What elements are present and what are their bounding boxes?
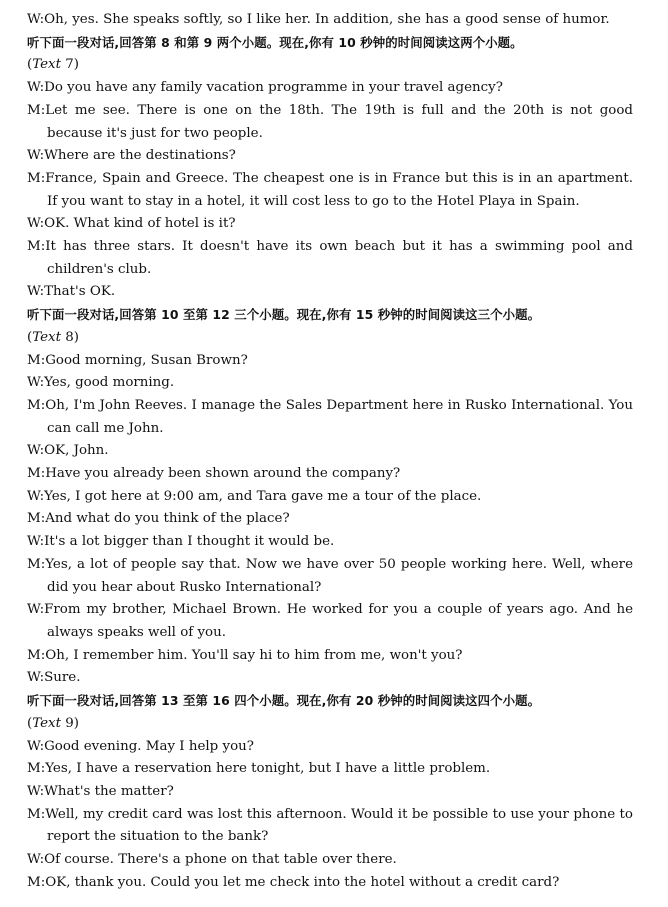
text-label-open: (: [27, 329, 33, 345]
dialogue-line: W:Of course. There's a phone on that table over there.: [27, 852, 397, 868]
text-label-word: Text: [32, 329, 61, 345]
dialogue-line: W:Yes, good morning.: [27, 375, 175, 391]
dialogue-line: W:Yes, I got here at 9:00 am, and Tara gave me a tour of the place.: [27, 488, 482, 504]
dialogue-line: W:Sure.: [27, 670, 81, 686]
dialogue-line: W:Where are the destinations?: [27, 148, 236, 164]
text-label-open: (: [27, 715, 33, 731]
dialogue-line: W:OK, John.: [27, 443, 109, 459]
section-instruction: 听下面一段对话,回答第 8 和第 9 两个小题。现在,你有 10 秒钟的时间阅读这两个小题。: [27, 34, 523, 50]
dialogue-line: W:That's OK.: [27, 284, 116, 300]
dialogue-line: M:Oh, I'm John Reeves. I manage the Sales Department here in Rusko International. You can call me John.: [27, 397, 633, 436]
dialogue-line: M:Well, my credit card was lost this afternoon. Would it be possible to use your phone to report the situation to the bank?: [27, 806, 633, 845]
dialogue-line: W:What's the matter?: [27, 783, 174, 799]
dialogue-line: M:Good morning, Susan Brown?: [27, 352, 248, 368]
dialogue-line: M:Let me see. There is one on the 18th. The 19th is full and the 20th is not good because it's just for two people.: [27, 102, 633, 141]
dialogue-line: W:It's a lot bigger than I thought it would be.: [27, 534, 335, 550]
dialogue-line: W:From my brother, Michael Brown. He worked for you a couple of years ago. And he always speaks well of you.: [27, 602, 633, 640]
dialogue-line: M:France, Spain and Greece. The cheapest one is in France but this is in an apartment. If you want to stay in a hotel, it will cost less to go to the Hotel Playa in Spain.: [27, 170, 633, 209]
section-instruction: 听下面一段对话,回答第 13 至第 16 四个小题。现在,你有 20 秒钟的时间阅读这四个小题。: [27, 693, 541, 709]
dialogue-line: M:Yes, I have a reservation here tonight, but I have a little problem.: [27, 761, 491, 777]
dialogue-line: M:Yes, a lot of people say that. Now we have over 50 people working here. Well, where did you hear about Rusko International?: [27, 556, 633, 595]
dialogue-line: M:OK, thank you. Could you let me check into the hotel without a credit card?: [27, 874, 560, 890]
dialogue-line: M:It has three stars. It doesn't have its own beach but it has a swimming pool and children's club.: [27, 239, 633, 277]
section-instruction: 听下面一段对话,回答第 10 至第 12 三个小题。现在,你有 15 秒钟的时间阅读这三个小题。: [27, 307, 541, 323]
dialogue-line: M:Oh, I remember him. You'll say hi to him from me, won't you?: [27, 647, 463, 663]
text-label: [27, 713, 633, 736]
text-label-open: (: [27, 57, 33, 73]
dialogue-line: M:Have you already been shown around the company?: [27, 466, 401, 482]
transcript-page: [27, 9, 633, 894]
dialogue-line: W:Do you have any family vacation programme in your travel agency?: [27, 80, 503, 96]
dialogue-line: W:Good evening. May I help you?: [27, 738, 254, 754]
text-label-number: 8): [60, 329, 79, 345]
text-label-number: 7): [60, 57, 79, 73]
text-label-word: Text: [32, 57, 61, 73]
dialogue-line: W:OK. What kind of hotel is it?: [27, 216, 236, 232]
dialogue-line: M:And what do you think of the place?: [27, 511, 290, 527]
text-label-word: Text: [32, 715, 61, 731]
text-label: [27, 327, 633, 350]
text-label: [27, 54, 633, 77]
dialogue-line: W:Oh, yes. She speaks softly, so I like her. In addition, she has a good sense of humor.: [27, 12, 610, 27]
text-label-number: 9): [60, 715, 79, 731]
